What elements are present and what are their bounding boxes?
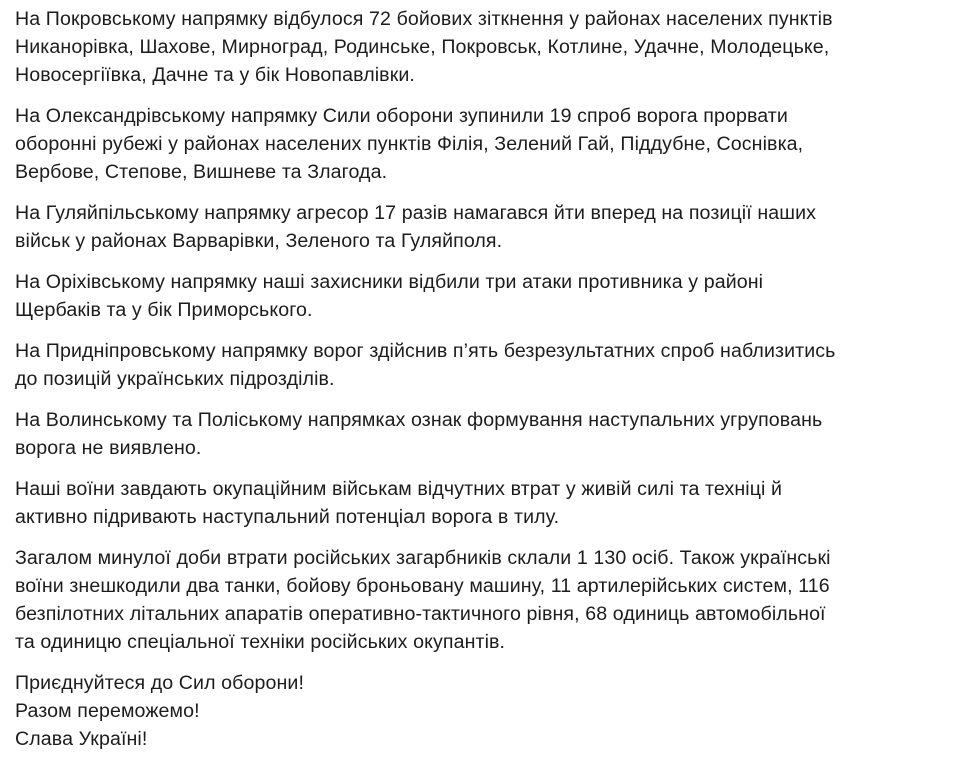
paragraph-volyn-polissia-directions [15,406,951,462]
text-line: Приєднуйтеся до Сил оборони! [15,672,304,694]
paragraph-pokrovsk-direction [15,5,951,89]
text-line: безпілотних літальних апаратів оперативно-тактичного рівня, 68 одиниць автомобільної [15,603,826,625]
text-line: Наші воїни завдають окупаційним військам відчутних втрат у живій силі та техніці й [15,478,783,500]
text-line: На Гуляйпільському напрямку агресор 17 разів намагався йти вперед на позиції наших [15,202,817,224]
text-line: воїни знешкодили два танки, бойову броньовану машину, 11 артилерійських систем, 116 [15,575,830,597]
text-line: Никанорівка, Шахове, Мирноград, Родинське, Покровськ, Котлине, Удачне, Молодецьке, [15,36,830,58]
text-line: до позицій українських підрозділів. [15,368,335,390]
text-line: На Придніпровському напрямку ворог здійснив п’ять безрезультатних спроб наблизитись [15,340,836,362]
paragraph-enemy-losses-total [15,544,951,656]
text-line: На Олександрівському напрямку Сили оборони зупинили 19 спроб ворога прорвати [15,105,788,127]
text-line: військ у районах Варварівки, Зеленого та Гуляйполя. [15,230,503,252]
text-line: активно підривають наступальний потенціал ворога в тилу. [15,506,560,528]
paragraph-prydniprovsk-direction [15,337,951,393]
text-line: Загалом минулої доби втрати російських загарбників склали 1 130 осіб. Також українські [15,547,831,569]
paragraph-rear-operations [15,475,951,531]
text-line: Вербове, Степове, Вишневе та Злагода. [15,161,388,183]
paragraph-orikhiv-direction [15,268,951,324]
text-line: Слава Україні! [15,728,148,750]
text-line: Новосергіївка, Дачне та у бік Новопавлівки. [15,64,415,86]
text-line: На Волинському та Поліському напрямках ознак формування наступальних угруповань [15,409,823,431]
text-line: та одиницю спеціальної техніки російських окупантів. [15,631,506,653]
paragraph-huliaipole-direction [15,199,951,255]
paragraph-slogans [15,669,951,753]
text-line: На Оріхівському напрямку наші захисники відбили три атаки противника у районі [15,271,764,293]
text-line: Щербаків та у бік Приморського. [15,299,313,321]
paragraph-oleksandrivsk-direction [15,102,951,186]
text-line: оборонні рубежі у районах населених пунктів Філія, Зелений Гай, Піддубне, Соснівка, [15,133,804,155]
text-line: ворога не виявлено. [15,437,202,459]
text-line: Разом переможемо! [15,700,200,722]
text-line: На Покровському напрямку відбулося 72 бойових зіткнення у районах населених пунктів [15,8,833,30]
